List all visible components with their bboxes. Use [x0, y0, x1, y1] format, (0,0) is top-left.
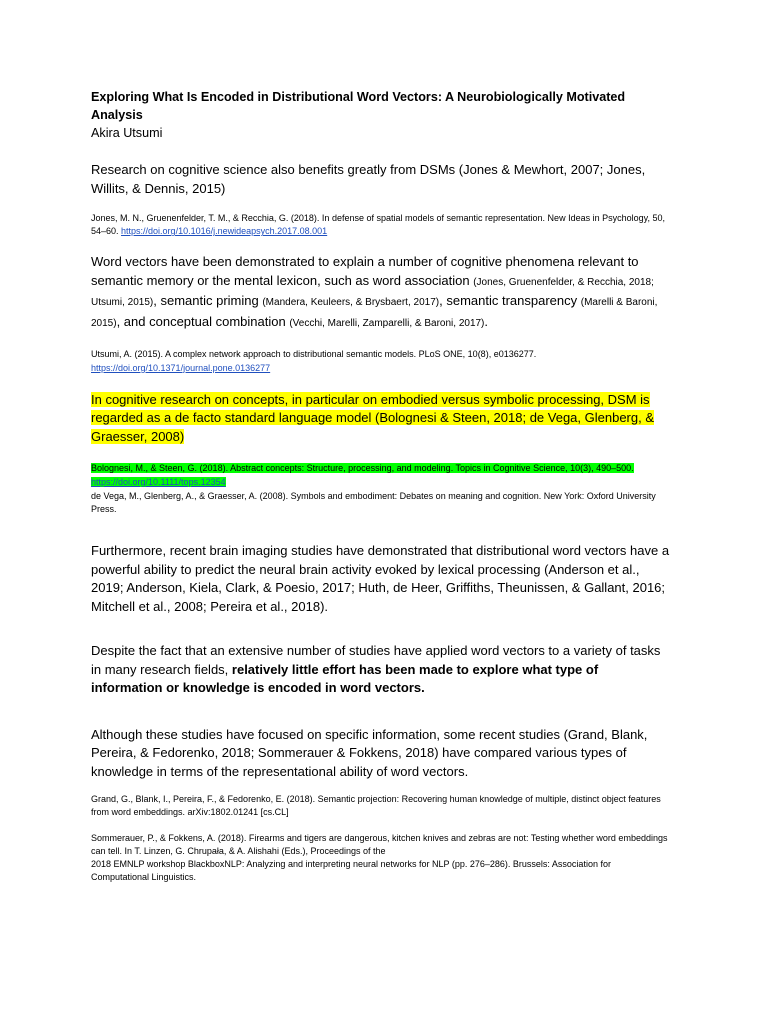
- document-author: Akira Utsumi: [91, 126, 163, 140]
- reference-text-line1: Sommerauer, P., & Fokkens, A. (2018). Firearms and tigers are dangerous, kitchen knives and zebras are not: Testing whether word embeddings can tell. In T. Linzen, G. Chrupała, & A. Alishahi (Eds.), Proceedings of the: [91, 832, 668, 856]
- document-title: Exploring What Is Encoded in Distributional Word Vectors: A Neurobiologically Motivated Analysis: [91, 90, 626, 122]
- reference-grand-2018: Grand, G., Blank, I., Pereira, F., & Fedorenko, E. (2018). Semantic projection: Recovering human knowledge of multiple, distinct object features from word embeddings. arXiv:1802.01241 [cs.CL]: [91, 794, 661, 818]
- paragraph-brain-imaging: Furthermore, recent brain imaging studies have demonstrated that distributional word vectors have a powerful ability to predict the neural brain activity evoked by lexical processing (Anderson et al., 2019; Anderson, Kiela, Clark, & Poesio, 2017; Huth, de Heer, Griffiths, Theunissen, & Gallant, 2016; Mitchell et al., 2008; Pereira et al., 2018).: [91, 543, 670, 614]
- citation: (Marelli & Baroni, 2015): [91, 297, 658, 329]
- paragraph-dsm-cognitive-science: Research on cognitive science also benefits greatly from DSMs (Jones & Mewhort, 2007; Jones, Willits, & Dennis, 2015): [91, 162, 646, 196]
- reference-text: Jones, M. N., Gruenenfelder, T. M., & Recchia, G. (2018). In defense of spatial models of semantic representation. New Ideas in Psychology, 50, 54–60.: [91, 213, 665, 237]
- paragraph-text: , and conceptual combination: [116, 313, 290, 329]
- yellow-highlight-text: In cognitive research on concepts, in particular on embodied versus symbolic processing, DSM is regarded as a de facto standard language model (Bolognesi & Steen, 2018; de Vega, Glenberg, & Graesser, 2008): [91, 391, 655, 444]
- paragraph-embodied-processing-highlighted: [91, 391, 671, 447]
- reference-text-line2: 2018 EMNLP workshop BlackboxNLP: Analyzing and interpreting neural networks for NLP (pp. 276–286). Brussels: Association for Computational Linguistics.: [91, 858, 611, 883]
- paragraph-knowledge-types: Although these studies have focused on specific information, some recent studies (Grand, Blank, Pereira, & Fedorenko, 2018; Sommerauer & Fokkens, 2018) have compared various types of knowledge in terms of the representational ability of word vectors.: [91, 726, 648, 779]
- reference-sommerauer-2018: [91, 832, 671, 885]
- paragraph-text: Word vectors have been demonstrated to explain a number of cognitive phenomena relevant to semantic memory or the mental lexicon, such as word association: [91, 254, 639, 288]
- paragraph-text: , semantic priming: [153, 293, 263, 309]
- paragraph-little-effort: [91, 642, 671, 698]
- reference-text: Utsumi, A. (2015). A complex network approach to distributional semantic models. PLoS ONE, 10(8), e0136277.: [91, 349, 537, 360]
- green-highlight-text: [91, 463, 634, 486]
- reference-jones-2018: [91, 212, 671, 238]
- citation: (Jones, Gruenenfelder, & Recchia, 2018; Utsumi, 2015): [91, 276, 654, 309]
- citation: (Mandera, Keuleers, & Brysbaert, 2017): [262, 297, 440, 309]
- paragraph-text: Despite the fact that an extensive number of studies have applied word vectors to a variety of tasks in many research fields,: [91, 643, 661, 677]
- reference-utsumi-2015: [91, 348, 671, 374]
- paragraph-text: .: [484, 313, 489, 329]
- bold-text: relatively little effort has been made to explore what type of information or knowledge is encoded in word vectors.: [91, 661, 599, 696]
- reference-de-vega-2008: de Vega, M., Glenberg, A., & Graesser, A. (2008). Symbols and embodiment: Debates on meaning and cognition. New York: Oxford University Press.: [91, 490, 656, 514]
- citation: (Vecchi, Marelli, Zamparelli, & Baroni, 2017): [289, 317, 485, 329]
- doi-link[interactable]: https://doi.org/10.1371/journal.pone.0136277: [91, 362, 271, 373]
- doi-link[interactable]: https://doi.org/10.1016/j.newideapsych.2017.08.001: [121, 226, 328, 237]
- paragraph-word-vectors-phenomena: [91, 253, 671, 333]
- reference-bolognesi-2018: [91, 462, 671, 488]
- document-page: [91, 88, 671, 884]
- doi-link[interactable]: https://doi.org/10.1111/tops.12354: [91, 476, 226, 487]
- reference-text: Bolognesi, M., & Steen, G. (2018). Abstract concepts: Structure, processing, and modeling. Topics in Cognitive Science, 10(3), 490–500.: [91, 463, 634, 474]
- paragraph-text: , semantic transparency: [439, 293, 581, 309]
